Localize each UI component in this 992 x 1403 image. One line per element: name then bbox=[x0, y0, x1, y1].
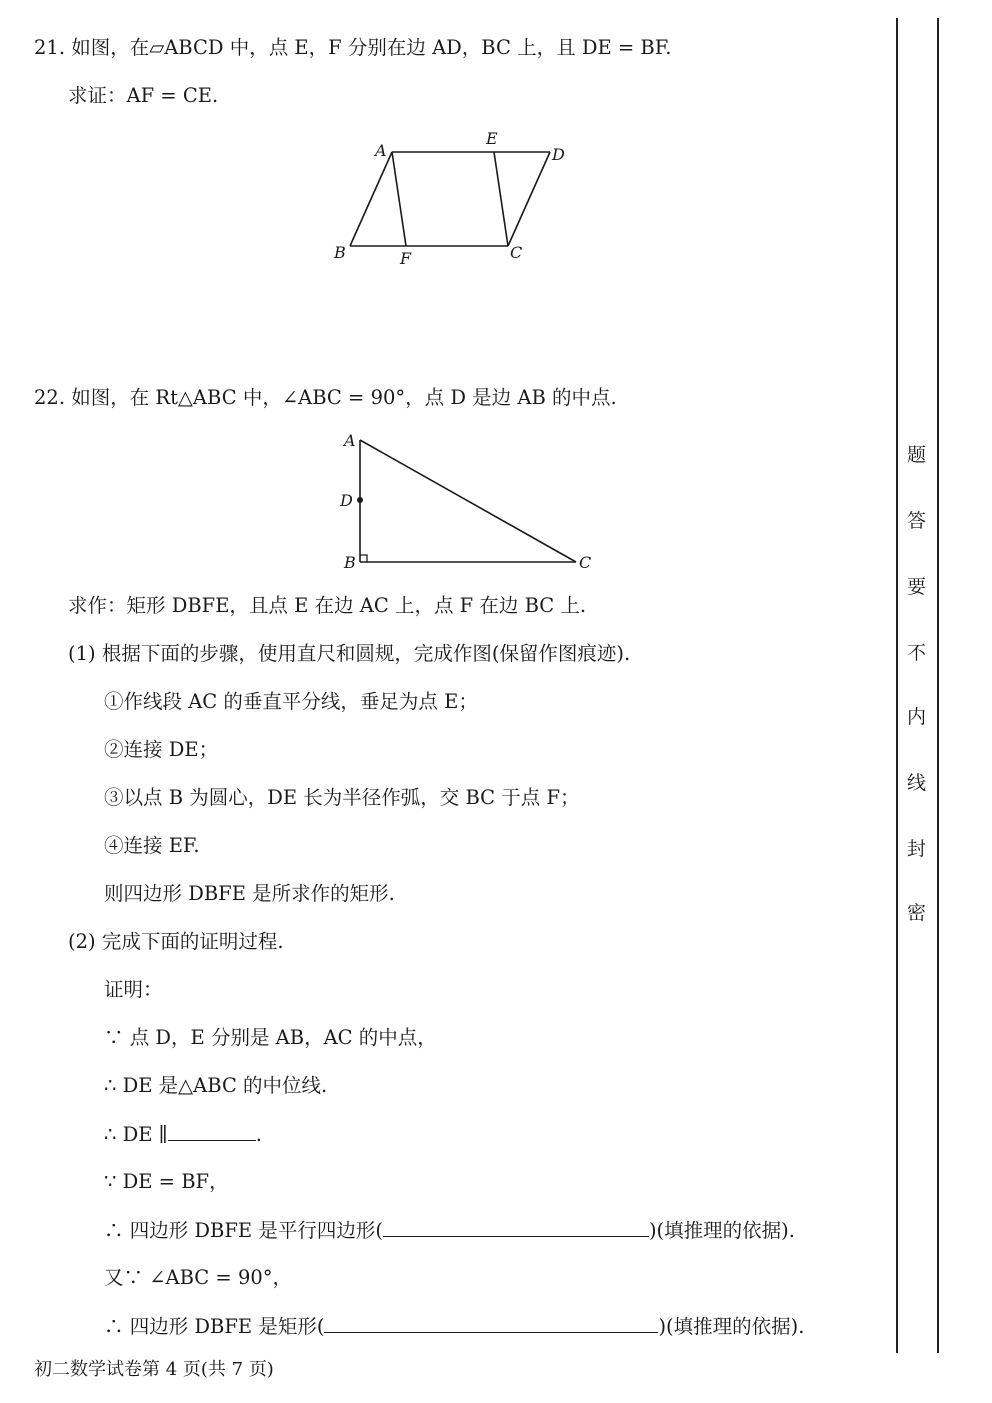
label-D: D bbox=[340, 491, 353, 510]
q22-proof-line6: 又∵ ∠ABC = 90°， bbox=[104, 1266, 293, 1289]
q22-task: 求作：矩形 DBFE，且点 E 在边 AC 上，点 F 在边 BC 上. bbox=[68, 594, 587, 617]
q22-step-result: 则四边形 DBFE 是所求作的矩形. bbox=[104, 882, 395, 905]
proof7-suffix: )(填推理的依据). bbox=[658, 1315, 805, 1338]
seal-char-6: 要 bbox=[907, 576, 927, 598]
seal-char-7: 答 bbox=[907, 510, 927, 532]
q22-part2: (2) 完成下面的证明过程. bbox=[68, 930, 284, 953]
q21-stem: 21. 如图，在▱ABCD 中，点 E，F 分别在边 AD，BC 上，且 DE = BF. bbox=[34, 36, 672, 59]
proof5-prefix: ∴ 四边形 DBFE 是平行四边形( bbox=[104, 1219, 383, 1242]
label-A: A bbox=[375, 141, 387, 160]
binding-line-outer bbox=[937, 18, 939, 1353]
label-E: E bbox=[486, 129, 498, 148]
q22-proof-line2: ∴ DE 是△ABC 的中位线. bbox=[104, 1074, 328, 1097]
answer-blank-reason-parallelogram[interactable] bbox=[383, 1218, 649, 1237]
page-footer: 初二数学试卷第 4 页(共 7 页) bbox=[34, 1359, 274, 1380]
seal-char-8: 题 bbox=[907, 444, 927, 466]
q22-proof-line7 bbox=[104, 1314, 804, 1339]
q22-step4: ④连接 EF. bbox=[104, 834, 200, 857]
seal-char-1: 密 bbox=[907, 902, 927, 924]
q22-proof-line4: ∵ DE = BF， bbox=[104, 1170, 229, 1193]
label-F: F bbox=[400, 249, 412, 268]
q22-step1: ①作线段 AC 的垂直平分线，垂足为点 E； bbox=[104, 690, 478, 713]
right-triangle-figure bbox=[334, 428, 604, 576]
q22-step2: ②连接 DE； bbox=[104, 738, 219, 761]
q21-prove: 求证：AF = CE. bbox=[68, 84, 219, 107]
label-D: D bbox=[552, 145, 565, 164]
proof3-prefix: ∴ DE ∥ bbox=[104, 1123, 168, 1146]
label-C: C bbox=[579, 553, 592, 572]
parallelogram-figure bbox=[326, 124, 576, 270]
q22-proof-line3 bbox=[104, 1122, 262, 1147]
seal-char-2: 封 bbox=[907, 838, 927, 860]
label-B: B bbox=[344, 553, 356, 572]
label-B: B bbox=[334, 243, 346, 262]
proof3-suffix: . bbox=[255, 1123, 262, 1146]
answer-blank-reason-rectangle[interactable] bbox=[324, 1314, 658, 1333]
q22-part1: (1) 根据下面的步骤，使用直尺和圆规，完成作图(保留作图痕迹). bbox=[68, 642, 631, 665]
q22-proof-line5 bbox=[104, 1218, 795, 1243]
q22-stem: 22. 如图，在 Rt△ABC 中，∠ABC = 90°，点 D 是边 AB 的中点. bbox=[34, 386, 617, 409]
seal-char-3: 线 bbox=[907, 772, 927, 794]
binding-line-inner bbox=[896, 18, 898, 1353]
label-C: C bbox=[510, 243, 523, 262]
proof7-prefix: ∴ 四边形 DBFE 是矩形( bbox=[104, 1315, 325, 1338]
q22-proof-title: 证明： bbox=[104, 978, 163, 1001]
label-A: A bbox=[344, 431, 356, 450]
proof5-suffix: )(填推理的依据). bbox=[648, 1219, 795, 1242]
seal-char-4: 内 bbox=[907, 706, 927, 728]
q22-proof-line1: ∵ 点 D，E 分别是 AB，AC 的中点， bbox=[104, 1026, 437, 1049]
seal-char-5: 不 bbox=[907, 642, 927, 664]
answer-blank-parallel[interactable] bbox=[168, 1122, 256, 1141]
q22-step3: ③以点 B 为圆心，DE 长为半径作弧，交 BC 于点 F； bbox=[104, 786, 580, 809]
